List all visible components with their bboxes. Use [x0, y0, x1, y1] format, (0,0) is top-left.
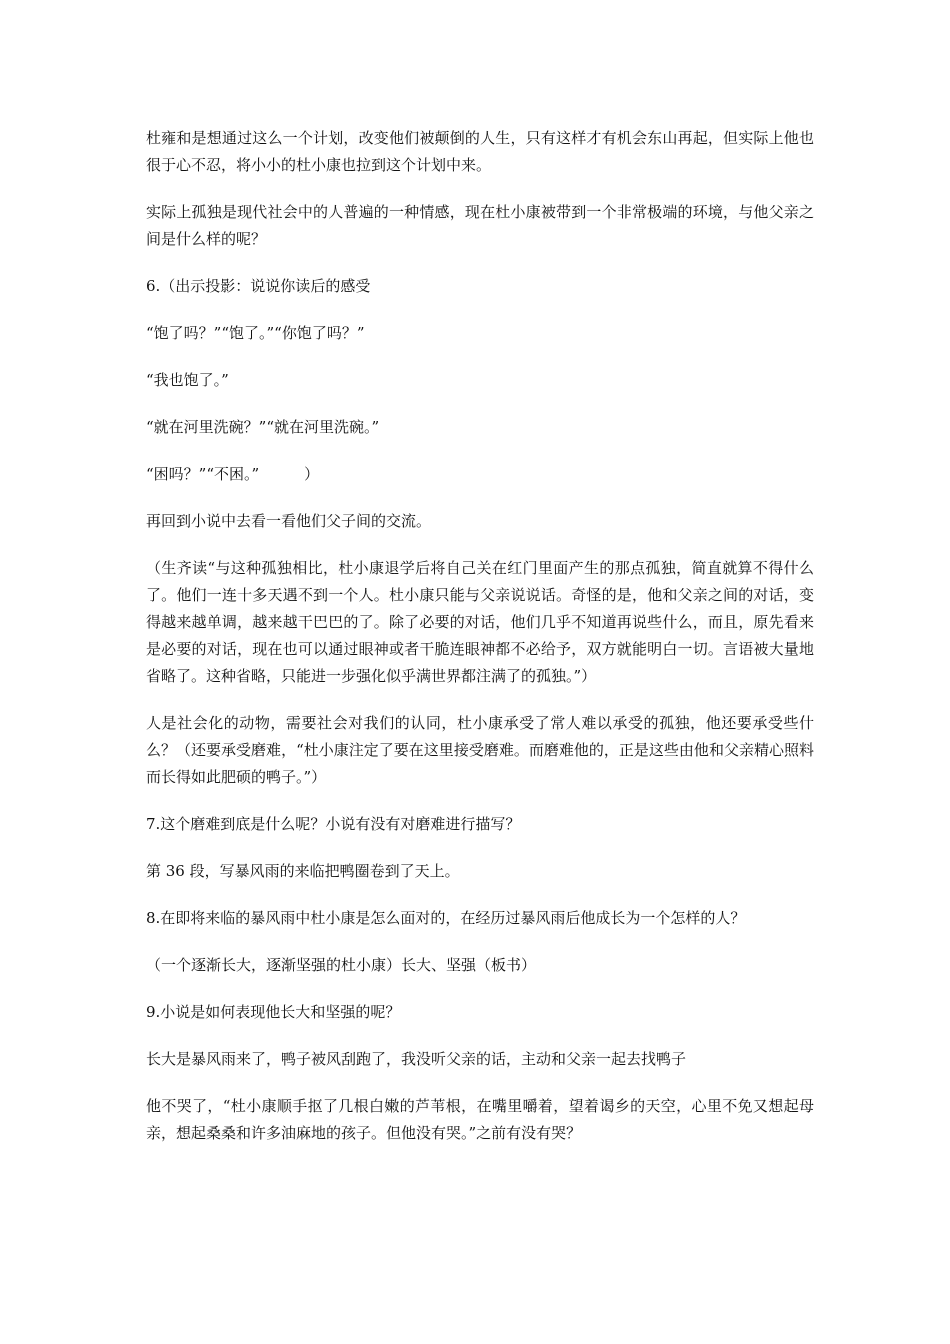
paragraph-loneliness: 实际上孤独是现代社会中的人普遍的一种情感，现在杜小康被带到一个非常极端的环境，与他父亲之间是什么样的呢？ — [146, 203, 814, 248]
paragraph-blackboard: （一个逐渐长大，逐渐坚强的杜小康）长大、坚强（板书） — [146, 956, 537, 974]
document-body — [146, 125, 814, 1167]
paragraph-section-36: 第 36 段，写暴风雨的来临把鸭圈卷到了天上。 — [146, 862, 460, 880]
dialogue-line-2: “我也饱了。” — [146, 371, 229, 389]
paragraph-social-animal: 人是社会化的动物，需要社会对我们的认同，杜小康承受了常人难以承受的孤独，他还要承受些什么？（还要承受磨难，“杜小康注定了要在这里接受磨难。而磨难他的，正是这些由他和父亲精心照料而长得如此肥硕的鸭子。”） — [146, 714, 814, 786]
paragraph-step-9: 9.小说是如何表现他长大和坚强的呢？ — [146, 1003, 401, 1021]
paragraph-plan: 杜雍和是想通过这么一个计划，改变他们被颠倒的人生，只有这样才有机会东山再起，但实际上他也很于心不忍，将小小的杜小康也拉到这个计划中来。 — [146, 129, 814, 174]
dialogue-line-4: “困吗？”“不困。” ） — [146, 465, 320, 483]
paragraph-step-7: 7.这个磨难到底是什么呢？小说有没有对磨难进行描写？ — [146, 815, 521, 833]
paragraph-no-crying: 他不哭了，“杜小康顺手抠了几根白嫩的芦苇根，在嘴里嚼着，望着谒乡的天空，心里不免又想起母亲，想起桑桑和许多油麻地的孩子。但他没有哭。”之前有没有哭？ — [146, 1097, 814, 1142]
paragraph-reading-excerpt: （生齐读“与这种孤独相比，杜小康退学后将自己关在红门里面产生的那点孤独，简直就算不得什么了。他们一连十多天遇不到一个人。杜小康只能与父亲说说话。奇怪的是，他和父亲之间的对话，变得越来越单调，越来越干巴巴的了。除了必要的对话，他们几乎不知道再说些什么，而且，原先看来是必要的对话，现在也可以通过眼神或者干脆连眼神都不必给予，双方就能明白一切。言语被大量地省略了。这种省略，只能进一步强化似乎满世界都注满了的孤独。”） — [146, 559, 814, 685]
paragraph-step-8: 8.在即将来临的暴风雨中杜小康是怎么面对的，在经历过暴风雨后他成长为一个怎样的人？ — [146, 909, 746, 927]
dialogue-line-3: “就在河里洗碗？”“就在河里洗碗。” — [146, 418, 380, 436]
paragraph-growing-up: 长大是暴风雨来了，鸭子被风刮跑了，我没听父亲的话，主动和父亲一起去找鸭子 — [146, 1050, 687, 1068]
paragraph-return-to-novel: 再回到小说中去看一看他们父子间的交流。 — [146, 512, 432, 530]
dialogue-line-1: “饱了吗？”“饱了。”“你饱了吗？” — [146, 324, 365, 342]
paragraph-step-6: 6.（出示投影：说说你读后的感受 — [146, 277, 371, 295]
